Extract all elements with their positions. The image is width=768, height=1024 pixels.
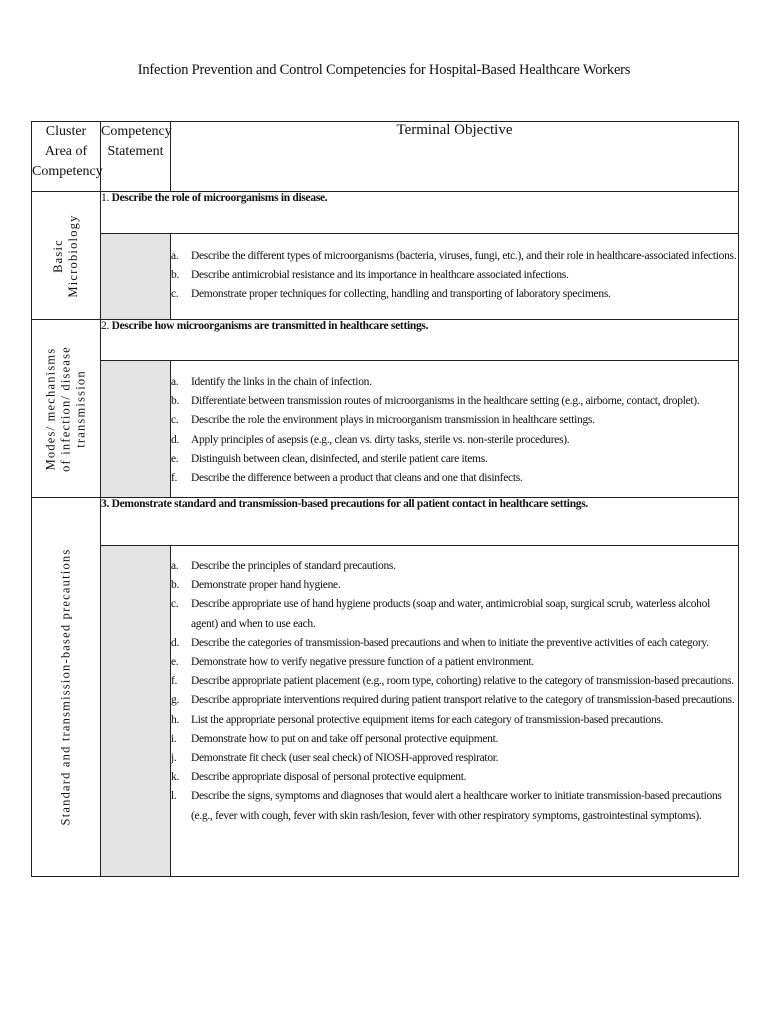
objective-text: Describe the categories of transmission-based precautions and when to initiate the preventive activities of each category. [191,636,709,649]
objective-text: Demonstrate how to put on and take off personal protective equipment. [191,732,499,745]
objective-letter: f. [171,472,178,485]
objective-item [171,285,738,304]
objective-item [171,450,738,469]
competency-statement-1 [101,192,739,234]
objective-item [171,411,738,430]
cluster-1-line-1: Basic [51,238,65,273]
objective-letter: k. [171,771,180,784]
section-3-statement-row [32,498,739,546]
objective-letter: a. [171,560,179,572]
header-row [32,122,739,192]
objectives-2 [171,361,739,498]
objective-letter: g. [171,694,180,707]
cluster-1-line-2: Microbiology [66,213,80,298]
cluster-label-3 [59,549,74,826]
objective-letter: b. [171,579,180,592]
statement-text: Describe the role of microorganisms in disease. [111,192,328,204]
objective-letter: l. [171,790,177,803]
cluster-cell-1 [32,192,101,320]
cluster-3-line-1: Standard and transmission-based precautions [58,548,73,826]
objective-text: Apply principles of asepsis (e.g., clean vs. dirty tasks, sterile vs. non-sterile procedures). [191,433,570,446]
objective-letter: h. [171,713,180,726]
objectives-3 [171,546,739,877]
objective-item [171,672,738,691]
objective-item [171,431,738,450]
objective-item [171,576,738,595]
objective-item [171,711,738,730]
objective-letter: a. [171,250,179,262]
objective-item [171,749,738,768]
cluster-2-line-3: transmission [73,369,88,448]
objective-item [171,557,738,576]
objective-text: Demonstrate fit check (user seal check) of NIOSH-approved respirator. [191,752,499,765]
cluster-label-1 [51,214,81,297]
statement-text: Demonstrate standard and transmission-based precautions for all patient contact in healthcare settings. [111,498,588,510]
objective-text: Describe the role the environment plays in microorganism transmission in healthcare settings. [191,414,595,427]
objective-letter: j. [171,752,177,765]
objective-text: Describe the difference between a product that cleans and one that disinfects. [191,472,523,485]
objective-text: Demonstrate how to verify negative pressure function of a patient environment. [191,656,534,669]
objective-text: List the appropriate personal protective equipment items for each category of transmission-based precautions. [191,713,664,726]
objective-item [171,768,738,787]
objective-text: Distinguish between clean, disinfected, and sterile patient care items. [191,452,488,465]
section-1-statement-row [32,192,739,234]
objectives-1 [171,234,739,320]
objective-item [171,730,738,749]
section-3-objectives-row [32,546,739,877]
objective-item [171,787,738,825]
objective-text: Identify the links in the chain of infection. [191,376,372,388]
cluster-cell-2 [32,320,101,498]
document-title: Infection Prevention and Control Competencies for Hospital-Based Healthcare Workers [137,62,631,78]
objective-item [171,653,738,672]
statement-number: 3. [101,498,110,510]
section-1-objectives-row [32,234,739,320]
statement-gray-cell-2 [101,361,171,498]
objective-text: Describe appropriate use of hand hygiene products (soap and water, antimicrobial soap, surgical scrub, waterless alcohol agent) and when to use each. [191,598,710,630]
objective-letter: a. [171,376,179,388]
objective-item [171,691,738,710]
objective-text: Describe appropriate disposal of personal protective equipment. [191,771,467,784]
header-objective: Terminal Objective [171,122,739,192]
objective-text: Describe appropriate interventions required during patient transport relative to the category of transmission-based precautions. [191,694,735,707]
section-2-objectives-row [32,361,739,498]
objective-letter: d. [171,433,180,446]
statement-gray-cell-3 [101,546,171,877]
objective-letter: d. [171,636,180,649]
objective-item [171,373,738,392]
objective-item [171,266,738,285]
objective-letter: c. [171,414,179,427]
header-statement: Competency Statement [101,122,171,192]
objective-letter: c. [171,598,179,611]
objective-letter: b. [171,395,180,408]
cluster-label-2 [44,346,89,472]
objective-text: Describe the signs, symptoms and diagnoses that would alert a healthcare worker to initiate transmission-based precautions (e.g., fever with cough, fever with skin rash/lesion, fever with other respiratory symptoms, gastrointestinal symptoms). [191,790,722,822]
cluster-cell-3 [32,498,101,877]
cluster-2-line-1: Modes/ mechanisms [43,347,58,470]
objective-text: Differentiate between transmission routes of microorganisms in the healthcare setting (e.g., airborne, contact, droplet). [191,395,700,408]
statement-number: 1. [101,192,110,204]
objective-item [171,634,738,653]
objective-item [171,247,738,266]
statement-text: Describe how microorganisms are transmitted in healthcare settings. [111,320,429,332]
cluster-2-line-2: of infection/ disease [58,345,73,472]
objective-text: Describe antimicrobial resistance and its importance in healthcare associated infections. [191,269,569,282]
objective-letter: c. [171,288,179,301]
objective-item [171,392,738,411]
section-2-statement-row [32,320,739,361]
competency-statement-3 [101,498,739,546]
objective-text: Describe appropriate patient placement (e.g., room type, cohorting) relative to the category of transmission-based precautions. [191,675,734,688]
statement-gray-cell-1 [101,234,171,320]
objective-letter: b. [171,269,180,282]
objective-letter: f. [171,675,178,688]
objective-item [171,595,738,633]
header-cluster: Cluster Area of Competency [32,122,101,192]
objective-item [171,469,738,488]
objective-letter: i. [171,732,177,745]
competency-table [31,121,739,877]
objective-letter: e. [171,452,179,465]
objective-text: Describe the principles of standard precautions. [191,560,396,572]
objective-text: Demonstrate proper techniques for collecting, handling and transporting of laboratory specimens. [191,288,611,301]
objective-text: Demonstrate proper hand hygiene. [191,579,341,592]
competency-statement-2 [101,320,739,361]
objective-letter: e. [171,656,179,669]
objective-text: Describe the different types of microorganisms (bacteria, viruses, fungi, etc.), and their role in healthcare-associated infections. [191,250,737,262]
statement-number: 2. [101,320,110,332]
